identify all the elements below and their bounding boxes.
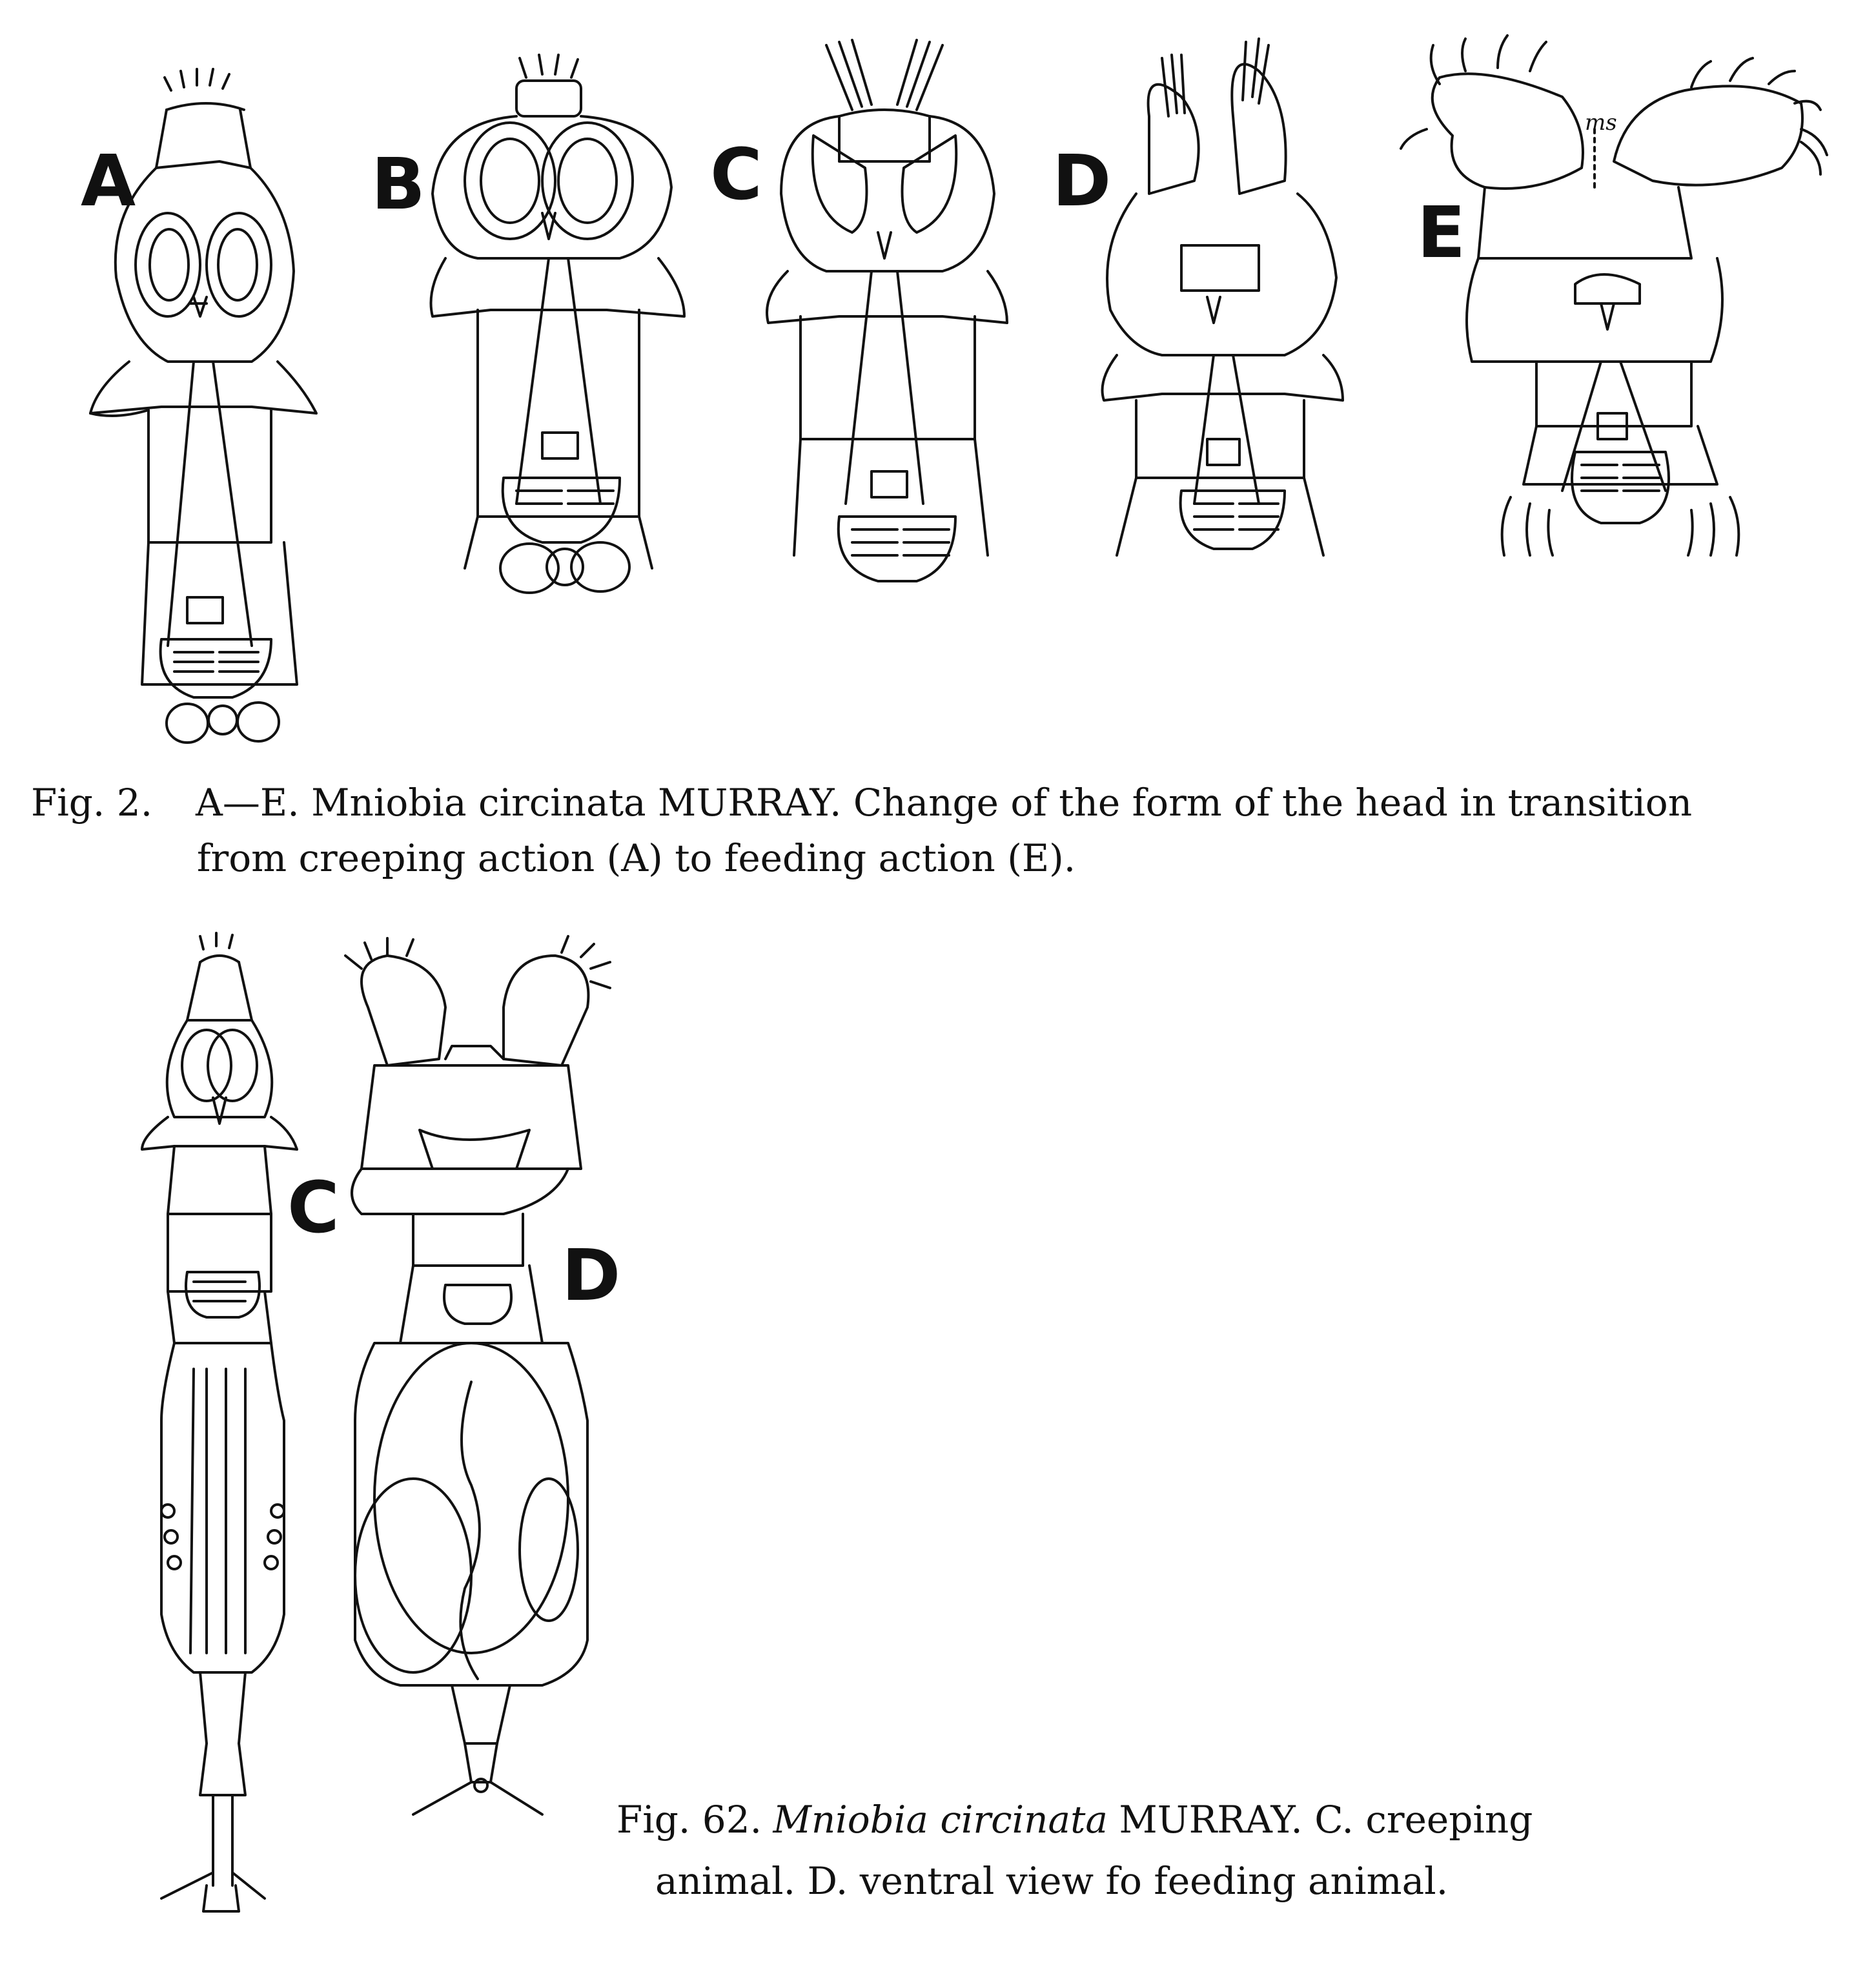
fig62-caption-line-1 [617,1792,1533,1847]
fig2-panel-label-c: C [710,133,762,216]
fig2-panel-label-d: D [1052,139,1112,222]
fig2-panel-d-drawing [1103,39,1343,555]
fig2-caption-text: A—E. Mniobia circinata MURRAY. Change of the form of the head in transition [196,781,1693,825]
fig62-panel-c-drawing [142,933,297,1911]
fig2-panel-c-drawing [767,40,1007,581]
fig2-panel-label-a: A [81,139,136,222]
fig2-panel-label-e: E [1417,191,1466,274]
fig62-panel-label-d: D [562,1234,621,1317]
fig62-caption-line-2: animal. D. ventral view fo feeding animal. [655,1859,1449,1903]
fig2-caption-number: Fig. 2. [31,781,153,825]
fig62-caption-rest: MURRAY. C. creeping [1119,1798,1533,1842]
fig62-panel-d-drawing [345,936,610,1814]
fig2-panel-label-b: B [371,143,425,225]
fig62-panel-label-c: C [287,1166,340,1249]
fig2-caption-line-2: from creeping action (A) to feeding action (E). [197,836,1076,880]
fig2-ms-label: ms [1585,110,1617,136]
fig62-caption-species: Mniobia circinata [773,1798,1108,1842]
fig62-caption-prefix: Fig. 62. [617,1798,762,1842]
fig2-panel-b-drawing [431,55,685,593]
fig2-caption-line-1 [31,775,1692,830]
